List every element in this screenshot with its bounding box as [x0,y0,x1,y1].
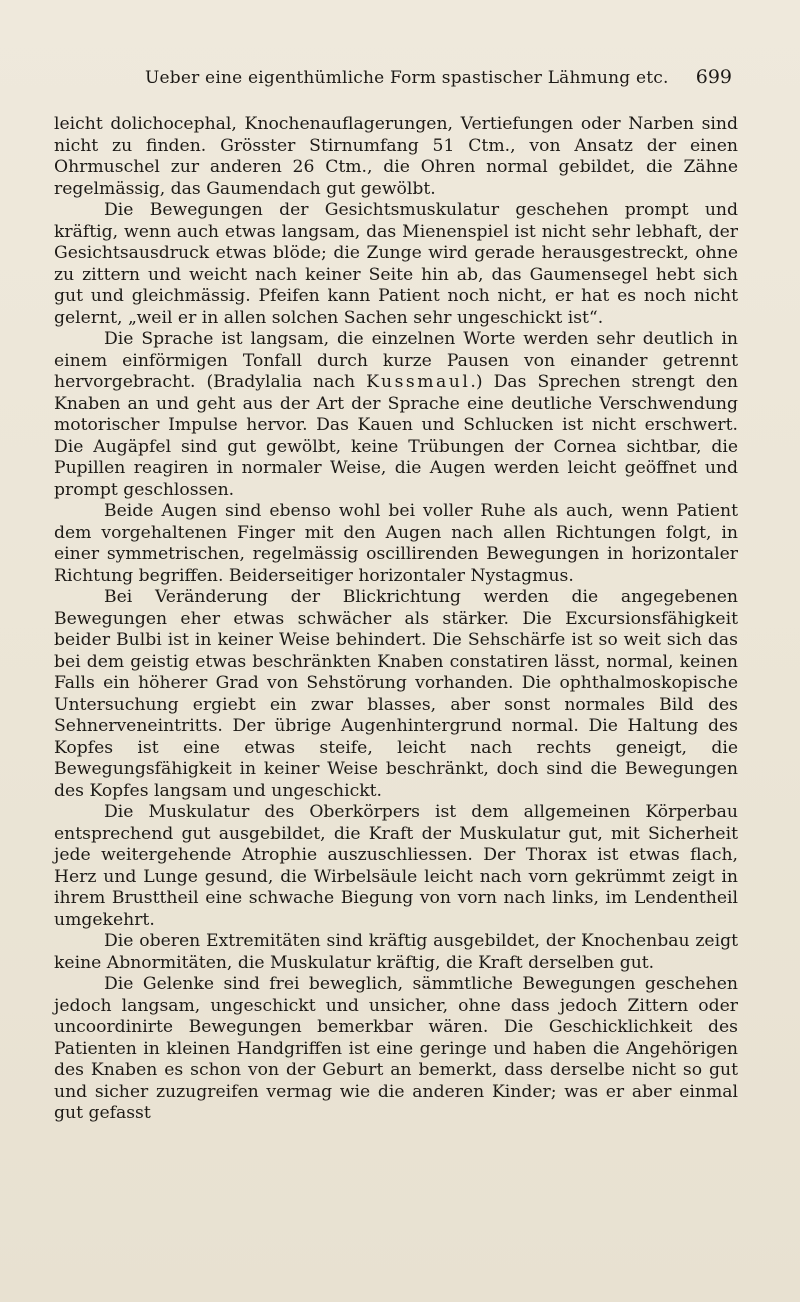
running-title: Ueber eine eigenthümliche Form spastischer Lähmung etc. [145,68,669,88]
paragraph-3-text-a: Die Sprache ist langsam, die einzelnen Worte werden sehr deutlich in einem einförmigen Tonfall durch kurze Pausen von einander getrennt hervorgebracht. (Bradylalia nach [54,329,738,392]
paragraph-3 [54,329,738,501]
paragraph-6: Die Muskulatur des Oberkörpers ist dem allgemeinen Körperbau entsprechend gut ausgebildet, die Kraft der Muskulatur gut, mit Sicherheit jede weitergehende Atrophie auszuschliessen. Der Thorax ist etwas flach, Herz und Lunge gesund, die Wirbelsäule leicht nach vorn gekrümmt zeigt in ihrem Brusttheil eine schwache Biegung von vorn nach links, im Lendentheil umgekehrt. [54,802,738,930]
paragraph-2: Die Bewegungen der Gesichtsmuskulatur geschehen prompt und kräftig, wenn auch etwas langsam, das Mienenspiel ist nicht sehr lebhaft, der Gesichtsausdruck etwas blöde; die Zunge wird gerade herausgestreckt, ohne zu zittern und weicht nach keiner Seite hin ab, das Gaumensegel hebt sich gut und gleichmässig. Pfeifen kann Patient noch nicht, er hat es noch nicht gelernt, „weil er in allen solchen Sachen sehr ungeschickt ist“. [54,200,738,328]
body-text [54,114,738,1125]
running-head [145,66,732,90]
paragraph-3-text-b: .) Das Sprechen strengt den Knaben an und geht aus der Art der Sprache eine deutliche Verschwendung motorischer Impulse hervor. Das Kauen und Schlucken ist nicht erschwert. Die Augäpfel sind gut gewölbt, keine Trübungen der Cornea sichtbar, die Pupillen reagiren in normaler Weise, die Augen werden leicht geöffnet und prompt geschlossen. [54,372,738,500]
author-name: Kussmaul [366,372,471,392]
paragraph-5: Bei Veränderung der Blickrichtung werden die angegebenen Bewegungen eher etwas schwächer als stärker. Die Excursionsfähigkeit beider Bulbi ist in keiner Weise behindert. Die Sehschärfe ist so weit sich das bei dem geistig etwas beschränkten Knaben constatiren lässt, normal, keinen Falls ein höherer Grad von Sehstörung vorhanden. Die ophthalmoskopische Untersuchung ergiebt ein zwar blasses, aber sonst normales Bild des Sehnerveneintritts. Der übrige Augenhintergrund normal. Die Haltung des Kopfes ist eine etwas steife, leicht nach rechts geneigt, die Bewegungsfähigkeit in keiner Weise beschränkt, doch sind die Bewegungen des Kopfes langsam und ungeschickt. [54,587,738,801]
paragraph-7: Die oberen Extremitäten sind kräftig ausgebildet, der Knochenbau zeigt keine Abnormitäten, die Muskulatur kräftig, die Kraft derselben gut. [54,931,738,973]
page-number: 699 [695,66,732,88]
paragraph-4: Beide Augen sind ebenso wohl bei voller Ruhe als auch, wenn Patient dem vorgehaltenen Finger mit den Augen nach allen Richtungen folgt, in einer symmetrischen, regelmässig oscillirenden Bewegungen in horizontaler Richtung begriffen. Beiderseitiger horizontaler Nystagmus. [54,501,738,586]
paragraph-8: Die Gelenke sind frei beweglich, sämmtliche Bewegungen geschehen jedoch langsam, ungeschickt und unsicher, ohne dass jedoch Zittern oder uncoordinirte Bewegungen bemerkbar wären. Die Geschicklichkeit des Patienten in kleinen Handgriffen ist eine geringe und haben die Angehörigen des Knaben es schon von der Geburt an bemerkt, dass derselbe nicht so gut und sicher zuzugreifen vermag wie die anderen Kinder; was er aber einmal gut gefasst [54,974,738,1123]
paragraph-1: leicht dolichocephal, Knochenauflagerungen, Vertiefungen oder Narben sind nicht zu finden. Grösster Stirnumfang 51 Ctm., von Ansatz der einen Ohrmuschel zur anderen 26 Ctm., die Ohren normal gebildet, die Zähne regelmässig, das Gaumendach gut gewölbt. [54,114,738,199]
